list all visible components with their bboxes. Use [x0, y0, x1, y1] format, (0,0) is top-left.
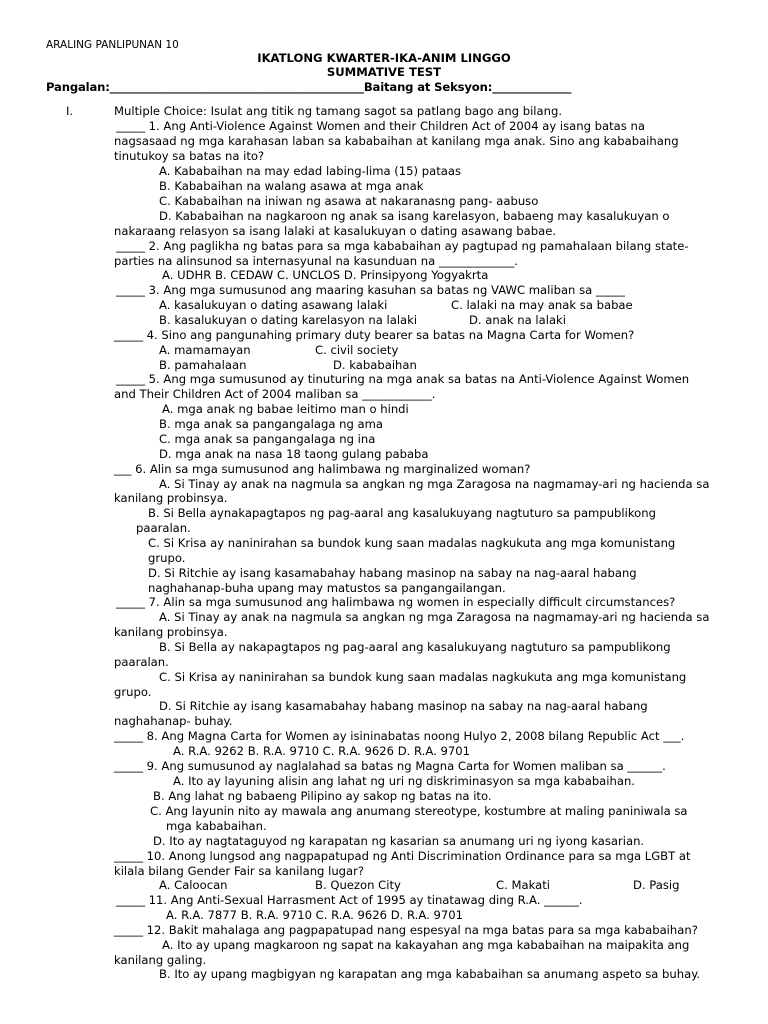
text-line: D. Ito ay nagtataguyod ng karapatan ng kasarian sa anumang uri ng iyong kasarian.	[153, 834, 645, 848]
text-line: _____ 11. Ang Anti-Sexual Harrasment Act of 1995 ay tinatawag ding R.A. ______.	[116, 893, 583, 907]
text-line: A. UDHR B. CEDAW C. UNCLOS D. Prinsipyong Yogyakrta	[162, 268, 489, 282]
text-line: C. Si Krisa ay naninirahan sa bundok kung saan madalas nagkukuta ang mga komunistang	[148, 536, 676, 550]
text-line: kilala bilang Gender Fair sa kanilang lugar?	[114, 864, 365, 878]
name-section-line: Pangalan:_____________________________________________Baitang at Seksyon:______________	[46, 80, 572, 94]
text-line: C. civil society	[315, 343, 399, 357]
text-line: kanilang probinsya.	[114, 491, 228, 505]
text-line: nakaraang relasyon sa isang lalaki at kasalukuyan o dating asawang babae.	[114, 224, 557, 238]
text-line: _____ 7. Alin sa mga sumusunod ang halimbawa ng women in especially difficult circumstances?	[116, 595, 676, 609]
text-line: A. R.A. 7877 B. R.A. 9710 C. R.A. 9626 D. R.A. 9701	[166, 908, 463, 922]
text-line: _____ 10. Anong lungsod ang nagpapatupad ng Anti Discrimination Ordinance para sa mga LGBT at	[114, 849, 691, 863]
text-line: B. Quezon City	[315, 878, 401, 892]
text-line: A. Caloocan	[159, 878, 228, 892]
text-line: C. Ang layunin nito ay mawala ang anumang stereotype, kostumbre at maling paniniwala sa	[150, 804, 688, 818]
text-line: B. Ito ay upang magbigyan ng karapatan ang mga kababaihan sa anumang aspeto sa buhay.	[159, 967, 701, 981]
page-subtitle: SUMMATIVE TEST	[326, 65, 442, 79]
text-line: paaralan.	[114, 655, 169, 669]
text-line: A. kasalukuyan o dating asawang lalaki	[159, 298, 388, 312]
text-line: C. Makati	[496, 878, 550, 892]
text-line: _____ 2. Ang paglikha ng batas para sa mga kababaihan ay pagtupad ng pamahalaan bilang state-	[116, 239, 689, 253]
text-line: ___ 6. Alin sa mga sumusunod ang halimbawa ng marginalized woman?	[114, 462, 531, 476]
text-line: B. Kababaihan na walang asawa at mga anak	[159, 179, 424, 193]
text-line: A. Ito ay layuning alisin ang lahat ng uri ng diskriminasyon sa mga kababaihan.	[173, 774, 635, 788]
text-line: B. mga anak sa pangangalaga ng ama	[159, 417, 384, 431]
text-line: A. mamamayan	[159, 343, 251, 357]
text-line: _____ 9. Ang sumusunod ay naglalahad sa batas ng Magna Carta for Women maliban sa ______.	[114, 759, 666, 773]
text-line: kanilang galing.	[114, 953, 207, 967]
text-line: tinutukoy sa batas na ito?	[114, 149, 265, 163]
text-line: naghahanap-buha upang may matustos sa pangangailangan.	[148, 581, 506, 595]
subject-label: ARALING PANLIPUNAN 10	[46, 39, 179, 51]
text-line: naghahanap- buhay.	[114, 714, 233, 728]
text-line: B. kasalukuyan o dating karelasyon na lalaki	[159, 313, 418, 327]
text-line: _____ 8. Ang Magna Carta for Women ay isininabatas noong Hulyo 2, 2008 bilang Republic Act ___.	[114, 729, 685, 743]
text-line: A. Si Tinay ay anak na nagmula sa angkan ng mga Zaragosa na nagmamay-ari ng hacienda sa	[159, 610, 710, 624]
text-line: _____ 4. Sino ang pangunahing primary duty bearer sa batas na Magna Carta for Women?	[114, 328, 635, 342]
text-line: D. anak na lalaki	[469, 313, 566, 327]
text-line: _____ 1. Ang Anti-Violence Against Women and their Children Act of 2004 ay isang batas na	[116, 119, 645, 133]
text-line: C. lalaki na may anak sa babae	[451, 298, 633, 312]
text-line: B. Ang lahat ng babaeng Pilipino ay sakop ng batas na ito.	[153, 789, 492, 803]
text-line: mga kababaihan.	[166, 819, 267, 833]
page-title: IKATLONG KWARTER-IKA-ANIM LINGGO	[257, 51, 511, 65]
text-line: _____ 12. Bakit mahalaga ang pagpapatupad nang espesyal na mga batas para sa mga kababaihan?	[114, 923, 698, 937]
text-line: grupo.	[148, 551, 186, 565]
text-line: D. mga anak na nasa 18 taong gulang pababa	[159, 447, 429, 461]
text-line: _____ 3. Ang mga sumusunod ang maaring kasuhan sa batas ng VAWC maliban sa _____	[116, 283, 625, 297]
text-line: A. Ito ay upang magkaroon ng sapat na kakayahan ang mga kababaihan na maipakita ang	[162, 938, 690, 952]
text-line: D. Si Ritchie ay isang kasamabahay habang masinop na sabay na nag-aaral habang	[148, 566, 637, 580]
text-line: C. mga anak sa pangangalaga ng ina	[159, 432, 376, 446]
text-line: C. Si Krisa ay naninirahan sa bundok kung saan madalas nagkukuta ang mga komunistang	[159, 670, 687, 684]
text-line: paaralan.	[136, 521, 191, 535]
text-line: parties na alinsunod sa internasyunal na kasunduan na _____________.	[114, 254, 518, 268]
section-number: I.	[66, 104, 74, 118]
text-line: A. mga anak ng babae leitimo man o hindi	[162, 402, 409, 416]
text-line: nagsasaad ng mga karahasan laban sa kababaihan at kanilang mga anak. Sino ang kababaihang	[114, 134, 679, 148]
text-line: A. R.A. 9262 B. R.A. 9710 C. R.A. 9626 D. R.A. 9701	[173, 744, 470, 758]
text-line: Multiple Choice: Isulat ang titik ng tamang sagot sa patlang bago ang bilang.	[114, 104, 563, 118]
text-line: A. Si Tinay ay anak na nagmula sa angkan ng mga Zaragosa na nagmamay-ari ng hacienda sa	[159, 477, 710, 491]
text-line: A. Kababaihan na may edad labing-lima (15) pataas	[159, 164, 462, 178]
text-line: D. kababaihan	[333, 358, 417, 372]
text-line: and Their Children Act of 2004 maliban sa ____________.	[114, 387, 436, 401]
text-line: D. Pasig	[633, 878, 680, 892]
text-line: D. Si Ritchie ay isang kasamabahay habang masinop na sabay na nag-aaral habang	[159, 699, 648, 713]
text-line: D. Kababaihan na nagkaroon ng anak sa isang karelasyon, babaeng may kasalukuyan o	[159, 209, 670, 223]
text-line: _____ 5. Ang mga sumusunod ay tinuturing na mga anak sa batas na Anti-Violence Against Women	[116, 372, 690, 386]
text-line: B. Si Bella ay nakapagtapos ng pag-aaral ang kasalukuyang nagtuturo sa pampublikong	[159, 640, 671, 654]
text-line: C. Kababaihan na iniwan ng asawa at nakaranasng pang- aabuso	[159, 194, 539, 208]
text-line: grupo.	[114, 685, 152, 699]
text-line: kanilang probinsya.	[114, 625, 228, 639]
text-line: B. Si Bella aynakapagtapos ng pag-aaral ang kasalukuyang nagtuturo sa pampublikong	[148, 506, 656, 520]
text-line: B. pamahalaan	[159, 358, 247, 372]
